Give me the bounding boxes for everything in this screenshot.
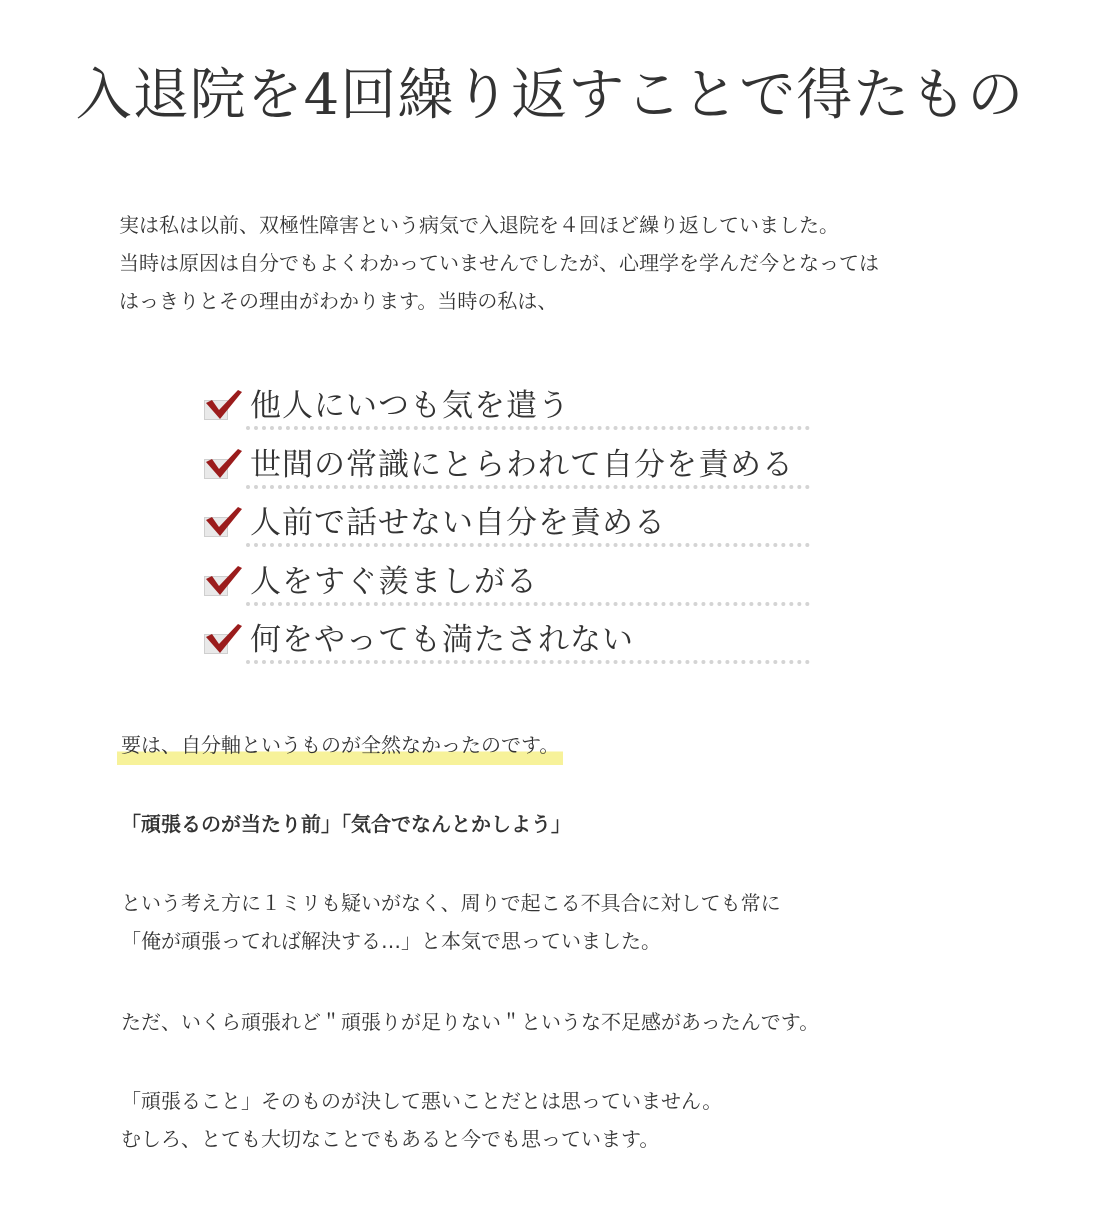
- checklist-item-label: 何をやっても満たされない: [250, 622, 634, 658]
- checklist-item-label: 世間の常識にとらわれて自分を責める: [250, 446, 794, 483]
- checklist-item: [200, 493, 810, 552]
- checkmark-icon: [202, 620, 244, 656]
- paragraph-line: 「俺が頑張ってれば解決する…」と本気で思っていました。: [121, 929, 661, 953]
- checklist-item-label: 人前で話せない自分を責める: [250, 505, 666, 541]
- paragraph: [121, 884, 1021, 960]
- checklist-item: [200, 435, 810, 494]
- paragraph-line: 「頑張ること」そのものが決して悪いことだとは思っていません。: [121, 1089, 723, 1113]
- dotted-divider: [246, 543, 810, 547]
- paragraph-line: むしろ、とても大切なことでもあると今でも思っています。: [121, 1127, 660, 1151]
- page-title: 入退院を4回繰り返すことで得たもの: [75, 63, 1025, 128]
- highlight-marker: 要は、自分軸というものが全然なかったのです。: [117, 733, 563, 765]
- checkmark-icon: [202, 503, 244, 539]
- checklist-item: [200, 376, 810, 435]
- paragraph: [121, 1082, 1021, 1158]
- checklist: [200, 376, 810, 669]
- dotted-divider: [246, 660, 810, 664]
- intro-line: はっきりとその理由がわかります。当時の私は、: [119, 289, 558, 313]
- dotted-divider: [246, 426, 810, 430]
- intro-line: 実は私は以前、双極性障害という病気で入退院を４回ほど繰り返していました。: [119, 213, 839, 237]
- highlighted-sentence: [121, 726, 1021, 764]
- checklist-item-label: 他人にいつも気を遣う: [250, 388, 570, 424]
- checklist-item: [200, 552, 810, 611]
- checkmark-icon: [202, 562, 244, 598]
- dotted-divider: [246, 602, 810, 606]
- checklist-item: [200, 610, 810, 669]
- intro-paragraph: [119, 206, 1019, 320]
- paragraph-line: という考え方に１ミリも疑いがなく、周りで起こる不具合に対しても常に: [121, 891, 781, 915]
- checklist-item-label: 人をすぐ羨ましがる: [250, 563, 538, 600]
- paragraph: ただ、いくら頑張れど＂頑張りが足りない＂というな不足感があったんです。: [121, 1010, 820, 1034]
- checkmark-icon: [202, 386, 244, 422]
- dotted-divider: [246, 485, 810, 489]
- bold-quote: 「頑張るのが当たり前」「気合でなんとかしよう」: [121, 812, 571, 836]
- intro-line: 当時は原因は自分でもよくわかっていませんでしたが、心理学を学んだ今となっては: [119, 251, 879, 275]
- checkmark-icon: [202, 445, 244, 481]
